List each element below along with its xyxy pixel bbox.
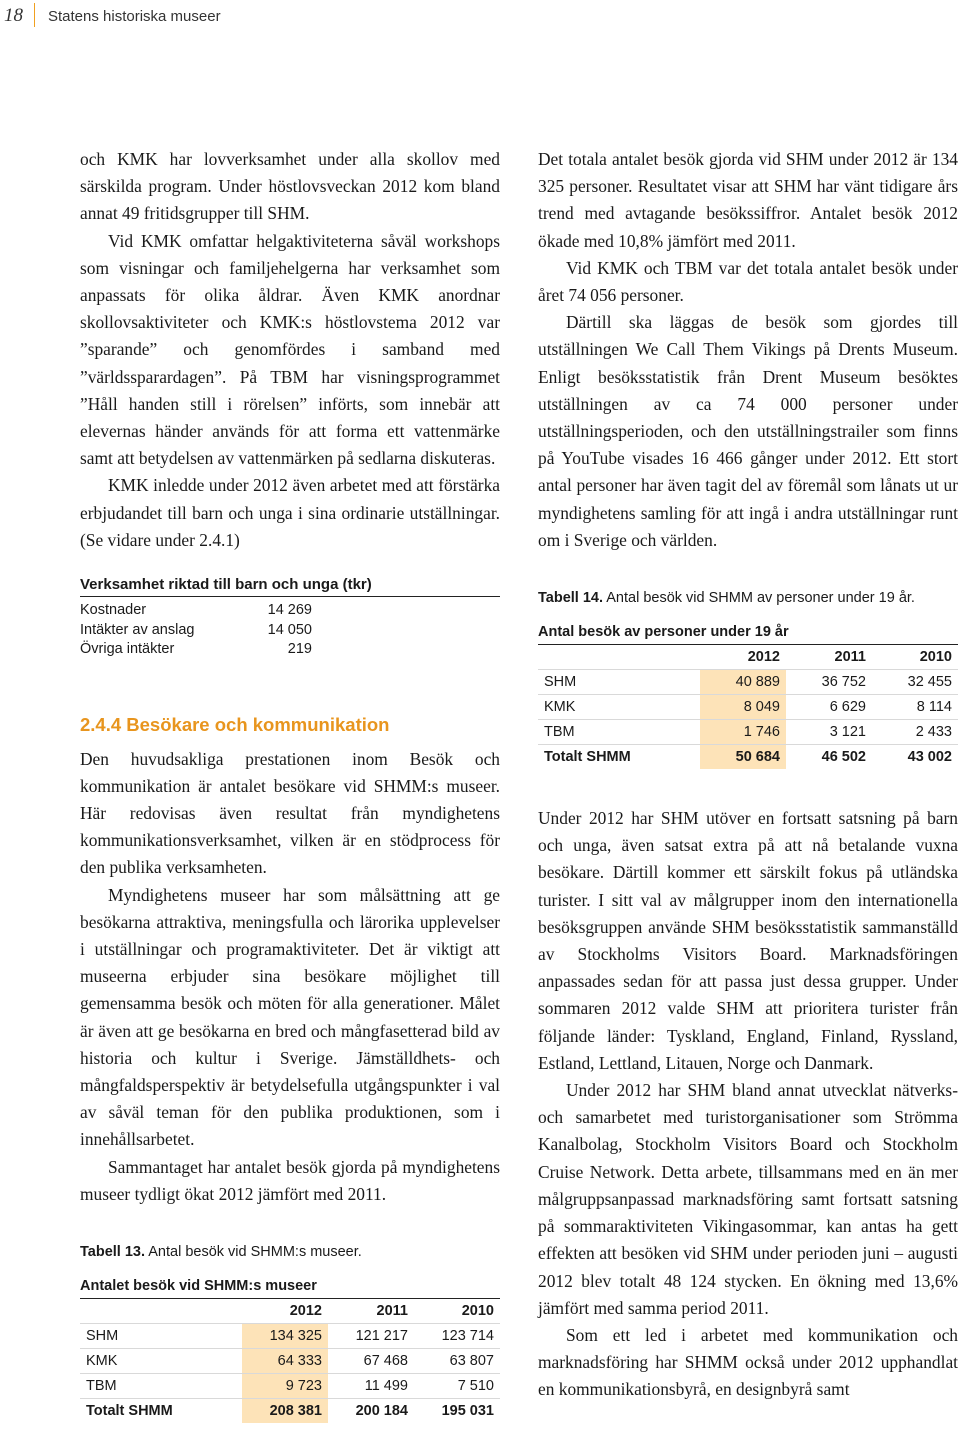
table-row (80, 1324, 500, 1349)
table-total-row (538, 745, 958, 770)
row-label: TBM (80, 1374, 242, 1399)
year-header: 2010 (414, 1299, 500, 1324)
visits-table (80, 1299, 500, 1423)
table-cell: 36 752 (786, 670, 872, 695)
table-cell: 9 723 (242, 1374, 328, 1399)
row-label: Totalt SHMM (544, 749, 631, 766)
youth-visits-table (538, 645, 958, 769)
table-cell: 7 510 (414, 1374, 500, 1399)
table-caption (80, 1244, 500, 1260)
summary-row (80, 621, 500, 641)
year-header: 2010 (872, 645, 958, 670)
table-caption (538, 590, 958, 606)
table-cell: 123 714 (414, 1324, 500, 1349)
summary-label: Intäkter av anslag (80, 621, 195, 638)
left-column (80, 146, 500, 1423)
paragraph: Det totala antalet besök gjorda vid SHM under 2012 är 134 325 personer. Resultatet visar att SHM har vänt tidigare års trend med avtagande besökssiffror. Antalet besök 2012 ökade med 10,8% jämfört med 2011. (538, 149, 958, 251)
table-cell: 50 684 (700, 745, 786, 770)
paragraph: KMK inledde under 2012 även arbetet med att förstärka erbjudandet till barn och unga i sina ordinarie utställningar. (Se vidare under 2.4.1) (80, 475, 500, 550)
table-cell: 43 002 (907, 749, 952, 766)
year-header: 2012 (700, 645, 786, 670)
summary-row (80, 601, 500, 621)
table-cell: 208 381 (242, 1399, 328, 1424)
summary-row (80, 640, 500, 660)
summary-value: 14 050 (267, 621, 312, 638)
table-cell: 32 455 (872, 670, 958, 695)
year-header: 2011 (328, 1299, 414, 1324)
table-caption-label: Tabell 13. (80, 1244, 146, 1260)
table-title: Antal besök av personer under 19 år (538, 624, 958, 645)
paragraph: och KMK har lovverksamhet under alla skollov med särskilda program. Under höstlovsveckan 2012 kom bland annat 49 fritidsgrupper till SHM. (80, 149, 500, 224)
year-header: 2011 (786, 645, 872, 670)
page-number: 18 (4, 5, 23, 26)
row-label: KMK (538, 695, 700, 720)
table-cell: 8 114 (872, 695, 958, 720)
table-cell: 40 889 (700, 670, 786, 695)
table-cell: 195 031 (441, 1403, 494, 1419)
year-header: 2012 (242, 1299, 328, 1324)
table-header-row (80, 1299, 500, 1324)
header-divider (34, 3, 35, 27)
section-heading: 2.4.4 Besökare och kommunikation (80, 713, 390, 735)
table-row (80, 1374, 500, 1399)
table-header-row (538, 645, 958, 670)
table-caption-text: Antal besök vid SHMM av personer under 19 år. (606, 590, 915, 607)
table-row (538, 695, 958, 720)
summary-box-title: Verksamhet riktad till barn och unga (tkr) (80, 576, 500, 597)
table-cell: 2 433 (872, 720, 958, 745)
row-label: Totalt SHMM (86, 1403, 173, 1419)
paragraph: Myndighetens museer har som målsättning att ge besökarna attraktiva, meningsfulla och lärorika upplevelser i utställningar och programaktiviteter. Det är viktigt att museerna erbjuder sina besökare möjlighet till gemensamma besök och möten för alla generationer. Målet är även att ge besökarna en bred och mångfasetterad bild av historia och kultur i Sverige. Jämställdhets- och mångfaldsperspektiv är betydelsefulla utgångspunkter i val av såväl teman för den publika produktionen, som i innehållsarbetet. (80, 884, 500, 1150)
summary-label: Övriga intäkter (80, 641, 175, 658)
row-label: TBM (538, 720, 700, 745)
row-label: SHM (80, 1324, 242, 1349)
table-caption-text: Antal besök vid SHMM:s museer. (148, 1244, 362, 1260)
table-cell: 200 184 (355, 1403, 408, 1419)
table-cell: 134 325 (242, 1324, 328, 1349)
table-cell: 67 468 (328, 1349, 414, 1374)
table-cell: 8 049 (700, 695, 786, 720)
table-cell: 63 807 (414, 1349, 500, 1374)
paragraph: Vid KMK omfattar helgaktiviteterna såväl workshops som visningar och familjehelgerna har verksamhet som anpassats för olika åldrar. Även KMK anordnar skollovsaktiviteter och KMK:s höstlovstema 2012 var ”sparande” och genomfördes i samband med ”världssparardagen”. På TBM har visningsprogrammet ”Håll handen still i rörelsen” införts, som innebär att elevernas händer används för att forma ett vattenmärke samt att betydelsen av vattenmärken på sedlarna diskuteras. (80, 230, 500, 469)
row-label: KMK (80, 1349, 242, 1374)
table-cell: 11 499 (328, 1374, 414, 1399)
summary-value: 219 (287, 641, 312, 658)
paragraph: Vid KMK och TBM var det totala antalet besök under året 74 056 personer. (538, 257, 958, 306)
paragraph: Som ett led i arbetet med kommunikation och marknadsföring har SHMM också under 2012 upphandlat en kommunikationsbyrå, en designbyrå samt (538, 1324, 958, 1400)
table-cell: 121 217 (328, 1324, 414, 1349)
paragraph: Under 2012 har SHM bland annat utvecklat nätverks- och samarbetet med turistorganisationer som Strömma Kanalbolag, Stockholm Visitors Board och Stockholm Cruise Network. Detta arbete, tillsammans med en än mer målgruppsanpassad marknadsföring samt fortsatt satsning på sommaraktiviteten Vikingasommar, kan antas ha gett effekten att besöken vid SHM under perioden juni – augusti 2012 blev totalt 48 124 stycken. En ökning med 13,6% jämfört med samma period 2011. (538, 1080, 958, 1318)
table-row (538, 670, 958, 695)
summary-label: Kostnader (80, 602, 147, 619)
row-label: SHM (538, 670, 700, 695)
table-cell: 46 502 (821, 749, 866, 766)
table-row (80, 1349, 500, 1374)
table-cell: 3 121 (786, 720, 872, 745)
table-cell: 64 333 (242, 1349, 328, 1374)
table-cell: 6 629 (786, 695, 872, 720)
table-row (538, 720, 958, 745)
summary-value: 14 269 (267, 602, 312, 619)
paragraph: Den huvudsakliga prestationen inom Besök och kommunikation är antalet besökare vid SHMM:s museer. Här redovisas även resultat från myndighetens kommunikationsverksamhet, vilken är en stödprocess för den publika verksamheten. (80, 748, 500, 878)
table-title: Antalet besök vid SHMM:s museer (80, 1278, 500, 1299)
page-header (0, 0, 960, 36)
right-column (538, 146, 958, 1404)
paragraph: Under 2012 har SHM utöver en fortsatt satsning på barn och unga, även satsat extra på att nå betalande vuxna besökare. Därtill kommer ett särskilt fokus på utländska turister. I sitt val av målgrupper inom den internationella besöksgruppen använde SHM besöksstatistik sammanställd av Stockholms Visitors Board. Marknadsföringen anpassades sedan för att passa just dessa grupper. Under sommaren 2012 valde SHM att prioritera turister från följande länder: Tyskland, England, Finland, Ryssland, Estland, Lettland, Litauen, Norge och Danmark. (538, 808, 958, 1073)
table-caption-label: Tabell 14. (538, 590, 604, 607)
summary-box (80, 597, 500, 660)
paragraph: Därtill ska läggas de besök som gjordes till utställningen We Call Them Vikings på Drents Museum. Enligt besöksstatistik från Drent Museum besöktes utställningen av ca 74 000 personer under utställningsperioden, och den utställningstrailer som finns på YouTube visades 16 466 gånger under 2012. Ett stort antal personer har även tagit del av föremål som lånats ut ur myndighetens samling för att ingå i andra utställningar runt om i Sverige och världen. (538, 312, 958, 550)
table-cell: 1 746 (700, 720, 786, 745)
table-total-row (80, 1399, 500, 1424)
paragraph: Sammantaget har antalet besök gjorda på myndighetens museer tydligt ökat 2012 jämfört med 2011. (80, 1156, 500, 1204)
running-title: Statens historiska museer (48, 8, 221, 25)
